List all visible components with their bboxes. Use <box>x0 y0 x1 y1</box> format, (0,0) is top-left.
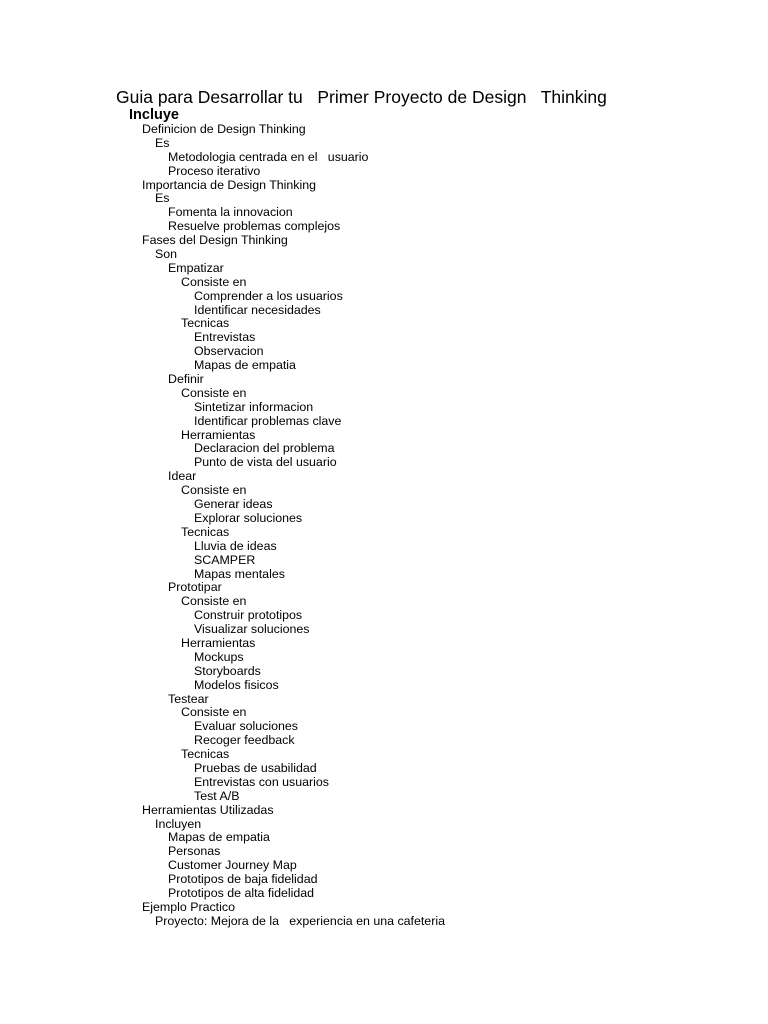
outline-item: Declaracion del problema <box>194 441 335 456</box>
outline-list <box>0 123 768 929</box>
outline-item: Definicion de Design Thinking <box>142 122 306 136</box>
outline-item: Lluvia de ideas <box>194 538 277 553</box>
outline-item: Recoger feedback <box>194 733 295 748</box>
outline-item: Ejemplo Practico <box>142 899 235 914</box>
outline-item: Mapas de empatia <box>168 830 270 845</box>
outline-item: Mockups <box>194 649 244 664</box>
outline-item: Tecnicas <box>181 747 230 762</box>
outline-item: Empatizar <box>168 260 224 275</box>
outline-item: Consiste en <box>181 274 247 289</box>
outline-item: Test A/B <box>194 788 240 803</box>
outline-item: Testear <box>168 691 209 706</box>
outline-item: Observacion <box>194 344 264 359</box>
outline-item: Metodologia centrada en el usuario <box>168 149 369 164</box>
outline-item: Sintetizar informacion <box>194 399 314 414</box>
outline-item: Consiste en <box>181 705 247 720</box>
outline-item: Mapas de empatia <box>194 358 296 373</box>
outline-item: Pruebas de usabilidad <box>194 760 317 775</box>
outline-item: Definir <box>168 372 204 387</box>
outline-item: Son <box>155 247 178 262</box>
outline-item: Herramientas <box>181 427 256 442</box>
outline-item: Es <box>155 135 170 150</box>
outline-item: Idear <box>168 469 197 484</box>
outline-item: Consiste en <box>181 483 247 498</box>
outline-item: Construir prototipos <box>194 608 303 623</box>
outline-item: Prototipar <box>168 580 222 595</box>
outline-item: Comprender a los usuarios <box>194 288 343 303</box>
page-title: Guia para Desarrollar tu Primer Proyecto de Design Thinking <box>116 87 607 107</box>
outline-item: SCAMPER <box>194 552 256 567</box>
outline-item: Identificar problemas clave <box>194 413 342 428</box>
outline-item: Explorar soluciones <box>194 510 303 525</box>
outline-item: Herramientas <box>181 635 256 650</box>
outline-item: Tecnicas <box>181 524 230 539</box>
outline-item: Punto de vista del usuario <box>194 455 337 470</box>
outline-item: Herramientas Utilizadas <box>142 802 274 817</box>
outline-item: Tecnicas <box>181 316 230 331</box>
section-heading: Incluye <box>129 107 179 123</box>
outline-item: Prototipos de baja fidelidad <box>168 872 318 887</box>
outline-item: Personas <box>168 844 221 859</box>
outline-item: Es <box>155 191 170 206</box>
outline-item: Evaluar soluciones <box>194 719 299 734</box>
outline-item: Consiste en <box>181 594 247 609</box>
outline-item: Incluyen <box>155 816 202 831</box>
outline-item: Storyboards <box>194 663 261 678</box>
outline-item: Modelos fisicos <box>194 677 279 692</box>
outline-item: Fases del Design Thinking <box>142 233 288 248</box>
outline-item: Customer Journey Map <box>168 858 297 873</box>
outline-item: Identificar necesidades <box>194 302 321 317</box>
outline-item: Consiste en <box>181 385 247 400</box>
outline-item: Entrevistas con usuarios <box>194 774 329 789</box>
outline-item: Mapas mentales <box>194 566 285 581</box>
outline-item: Generar ideas <box>194 497 273 512</box>
outline-item: Fomenta la innovacion <box>168 205 293 220</box>
outline-item: Resuelve problemas complejos <box>168 219 341 234</box>
outline-item: Entrevistas <box>194 330 256 345</box>
outline-item: Proceso iterativo <box>168 163 261 178</box>
outline-item: Prototipos de alta fidelidad <box>168 885 315 900</box>
outline-item: Visualizar soluciones <box>194 622 310 637</box>
outline-item: Importancia de Design Thinking <box>142 177 317 192</box>
outline-item: Proyecto: Mejora de la experiencia en una cafeteria <box>155 913 445 928</box>
